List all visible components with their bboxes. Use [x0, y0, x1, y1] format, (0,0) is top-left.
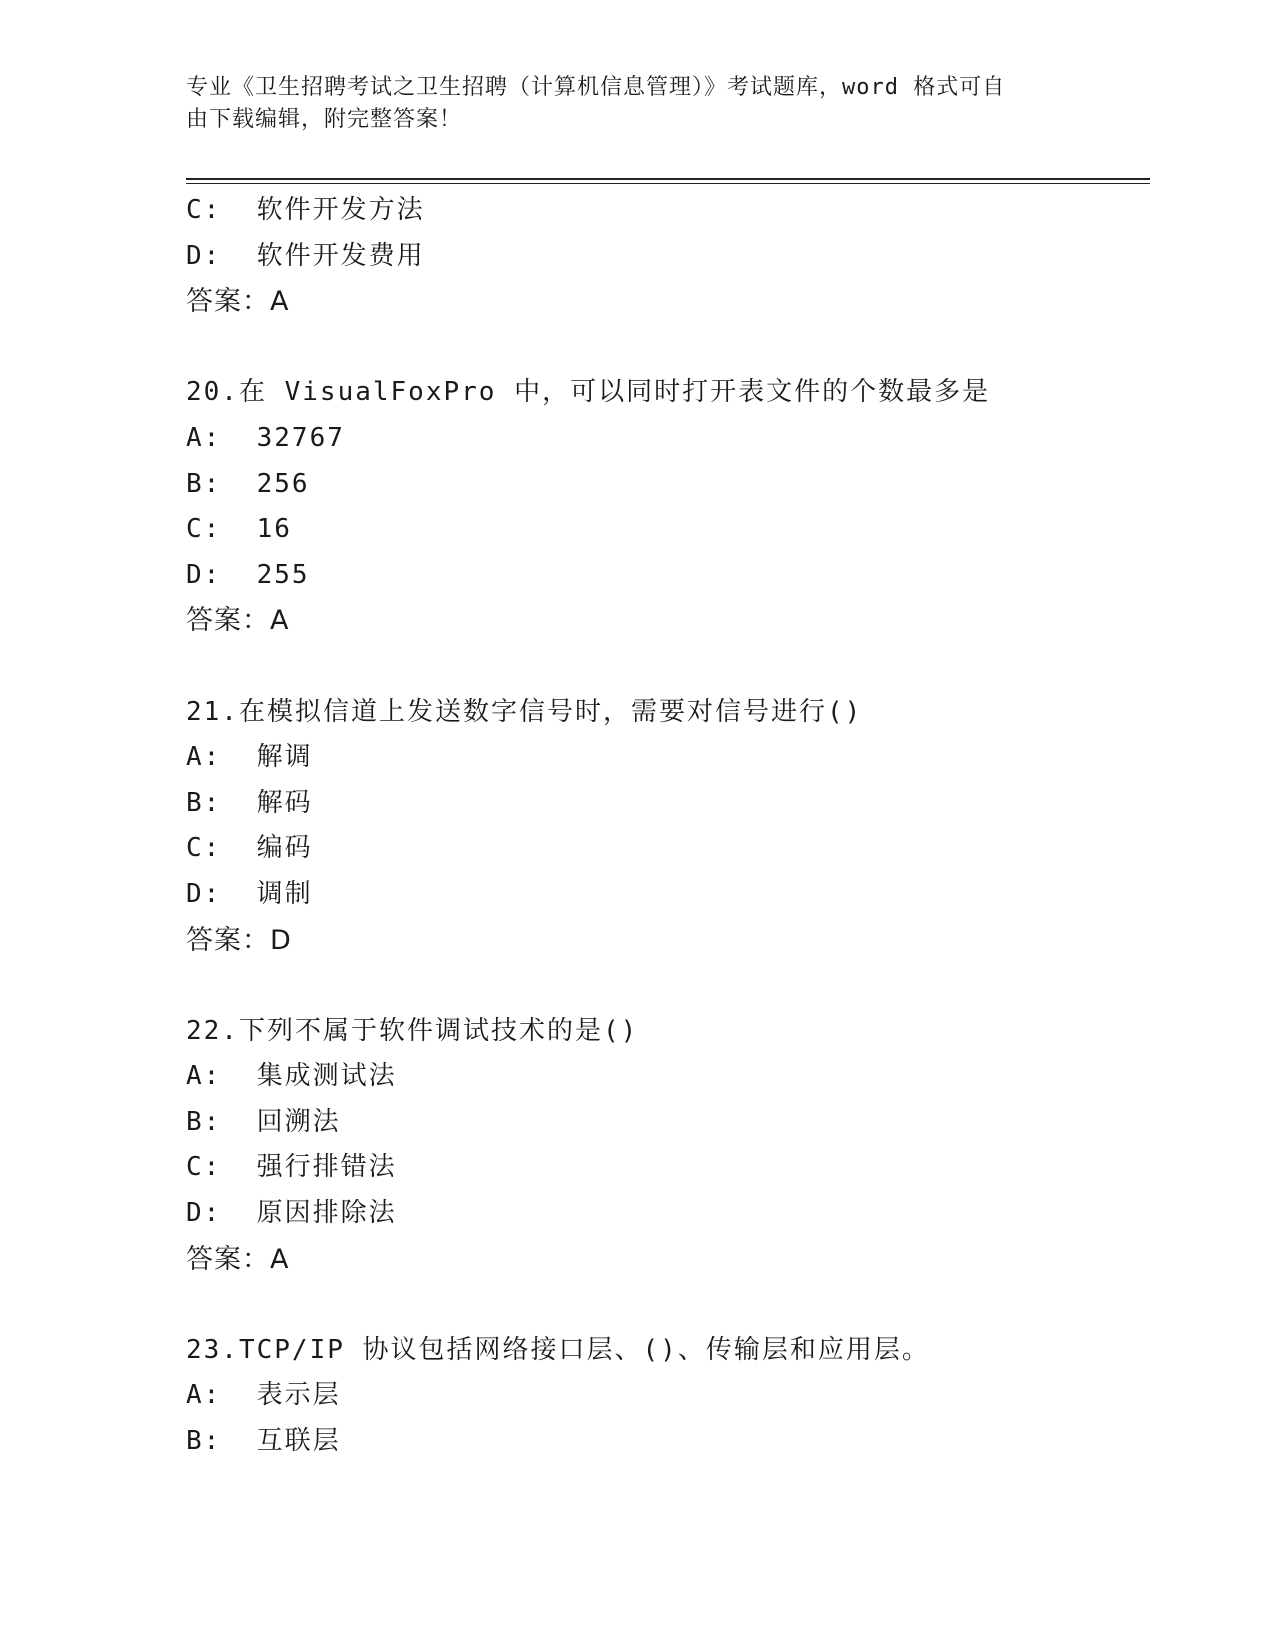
option-b: B: 回溯法 — [186, 1106, 341, 1137]
option-c: C: 16 — [186, 514, 292, 545]
option-d: D: 软件开发费用 — [186, 240, 425, 271]
option-a: A: 32767 — [186, 422, 345, 453]
option-d: D: 调制 — [186, 878, 313, 909]
answer: 答案：A — [186, 605, 290, 637]
header-divider-thick — [186, 178, 1150, 180]
question-21 — [186, 690, 1146, 964]
option-b: B: 256 — [186, 468, 310, 499]
previous-question-tail — [186, 188, 1146, 325]
question-stem: 22.下列不属于软件调试技术的是() — [186, 1015, 639, 1046]
option-d: D: 原因排除法 — [186, 1198, 397, 1229]
question-stem: 20.在 VisualFoxPro 中，可以同时打开表文件的个数最多是 — [186, 377, 991, 408]
option-b: B: 互联层 — [186, 1426, 341, 1457]
answer: 答案：A — [186, 1243, 290, 1275]
header-line-1: 专业《卫生招聘考试之卫生招聘（计算机信息管理）》考试题库，word 格式可自 — [186, 75, 1006, 100]
question-stem: 23.TCP/IP 协议包括网络接口层、()、传输层和应用层。 — [186, 1334, 930, 1365]
option-c: C: 强行排错法 — [186, 1152, 397, 1183]
option-a: A: 集成测试法 — [186, 1061, 397, 1092]
header-divider-thin — [186, 183, 1150, 184]
document-header — [186, 72, 1066, 136]
option-d: D: 255 — [186, 559, 310, 590]
answer: 答案：A — [186, 286, 290, 318]
header-line-2: 由下载编辑，附完整答案！ — [186, 107, 463, 132]
option-b: B: 解码 — [186, 787, 313, 818]
question-20 — [186, 370, 1146, 644]
option-a: A: 表示层 — [186, 1380, 341, 1411]
option-c: C: 软件开发方法 — [186, 195, 425, 225]
answer: 答案：D — [186, 924, 292, 956]
question-list — [186, 188, 1146, 1465]
question-23 — [186, 1328, 1146, 1465]
option-a: A: 解调 — [186, 742, 313, 773]
question-22 — [186, 1009, 1146, 1283]
question-stem: 21.在模拟信道上发送数字信号时，需要对信号进行() — [186, 696, 863, 727]
option-c: C: 编码 — [186, 833, 313, 864]
